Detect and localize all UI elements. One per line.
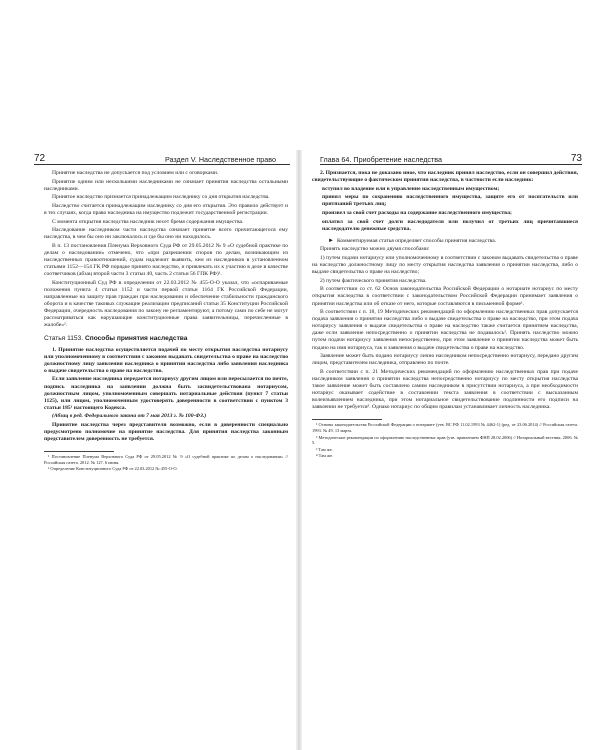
article-list-item: произвел за свой счет расходы на содержание наследственного имущества; xyxy=(322,209,512,216)
right-footnotes xyxy=(312,422,578,458)
comment-paragraph: В соответствии с п. 21 Методических рекомендаций по оформлению наследственных прав при подаче наследником заявления о принятии наследства непосредственно нотариусу по месту открытия наследства такое заявление может быть составлено самим наследником в присутствии нотариуса, а при необходимости нотариус оказывает содействие в составлении текста заявления в соответствии с высказанным волеизъявлением наследника, при этом нотариальное свидетельствование подлинности его подписи на заявлении не требуется³. Однако нотариус по общим правилам устанавливает личность наследника. xyxy=(312,368,578,411)
footnote: ² Методические рекомендации по оформлению наследственных прав (утв. правлением ФНП 28.02.2006) // Нотариальный вестник. 2006. № 5. xyxy=(312,434,578,446)
paragraph: Принятое наследство признается принадлежащим наследнику со дня открытия наследства. xyxy=(52,194,270,201)
footnote: ¹ Основы законодательства Российской Федерации о нотариате (утв. ВС РФ 11.02.1993 № 4462-1) (ред. от 23.06.2014) // Российская газета. 1993. № 49. 13 марта. xyxy=(312,422,578,434)
footnote: ⁴ Там же. xyxy=(316,452,334,458)
article-heading xyxy=(44,335,288,342)
article-paragraph: Если заявление наследника передается нотариусу другим лицом или пересылается по почте, подпись наследника на заявлении должна быть засвидетельствована нотариусом, должностным лицом, уполномоченным совершать нотариальные действия (пункт 7 статьи 1125), или лицом, уполномоченным удостоверять доверенности в соответствии с пунктом 3 статьи 185¹ настоящего Кодекса. xyxy=(44,376,288,411)
left-running-head: Раздел V. Наследственное право xyxy=(164,155,276,164)
right-page-header xyxy=(320,150,582,165)
paragraph: Принятие одним или несколькими наследниками не означает принятия наследства остальными наследниками. xyxy=(44,178,288,192)
book-gutter xyxy=(296,150,302,750)
article-list-item: оплатил за свой счет долги наследодателя или получил от третьих лиц причитавшиеся наследодателю денежные средства. xyxy=(322,218,578,232)
article-list-item: вступил во владение или в управление наследственным имуществом; xyxy=(322,185,500,192)
comment-text: Комментируемая статья определяет способы принятия наследства. xyxy=(336,237,497,244)
amendment-note: (Абзац в ред. Федерального закона от 7 мая 2013 г. № 100-ФЗ.) xyxy=(52,413,207,420)
right-page-number: 73 xyxy=(570,153,582,164)
footnote: ¹ Постановление Пленума Верховного Суда РФ от 29.05.2012 № 9 «О судебной практике по делам о наследовании» // Российская газета. 2012. № 127. 6 июня. xyxy=(44,454,288,466)
comment-marker-icon: ► xyxy=(328,237,334,244)
comment-paragraph: 1) путем подачи нотариусу или уполномоченному в соответствии с законом выдавать свидетельства о праве на наследство должностному лицу по месту открытия наследства заявления о принятии наследства, либо о выдаче свидетельства о праве на наследство; xyxy=(312,254,578,276)
footnote-divider xyxy=(44,451,114,452)
paragraph: Наследство считается принадлежащим наследнику со дня его открытия. Это правило действует и в тех случаях, когда право наследника на имущество подлежит государственной регистрации. xyxy=(44,202,288,216)
article-list-item: принял меры по сохранению наследственного имущества, защите его от посягательств или притязаний третьих лиц; xyxy=(322,194,578,208)
left-footnotes xyxy=(44,454,288,472)
left-page xyxy=(14,170,292,730)
footnote: ² Определение Конституционного Суда РФ от 22.03.2012 № 455-О-О. xyxy=(48,466,178,472)
paragraph: Наследование наследником части наследства означает принятие всего причитающегося ему наследства, в чем бы оно ни заключалось и где бы оно ни находилось. xyxy=(44,227,288,241)
article-paragraph: Принятие наследства через представителя возможно, если в доверенности специально предусмотрено полномочие на принятие наследства. Для принятия наследства законным представителем доверенность не требуется. xyxy=(44,422,288,443)
comment-paragraph xyxy=(312,238,578,245)
left-page-header xyxy=(34,150,290,165)
article-label: Статья 1153. xyxy=(44,335,84,343)
right-page-body xyxy=(312,170,578,459)
comment-paragraph: Заявление может быть подано нотариусу лично наследником непосредственно нотариусу, передано другим лицом, представителем наследника, отправлено по почте. xyxy=(312,353,578,367)
right-running-head: Глава 64. Приобретение наследства xyxy=(320,155,443,164)
right-page xyxy=(306,170,592,730)
left-page-number: 72 xyxy=(34,153,46,164)
comment-paragraph: Принять наследство можно двумя способами: xyxy=(320,246,430,253)
left-page-body xyxy=(44,170,288,472)
comment-paragraph: 2) путем фактического принятия наследства. xyxy=(320,277,427,284)
footnote: ³ Там же. xyxy=(316,446,333,452)
article-paragraph: 2. Признается, пока не доказано иное, что наследник принял наследство, если он совершил действия, свидетельствующие о фактическом принятии наследства, в частности если наследник: xyxy=(312,170,578,184)
article-title: Способы принятия наследства xyxy=(84,335,188,343)
paragraph: С момента открытия наследства наследник несет бремя содержания имущества. xyxy=(52,218,244,225)
article-paragraph: 1. Принятие наследства осуществляется подачей по месту открытия наследства нотариусу или уполномоченному в соответствии с законом выдавать свидетельства о праве на наследство должностному лицу заявления наследника о принятии наследства либо заявления наследника о выдаче свидетельства о праве на наследство. xyxy=(44,346,288,374)
comment-paragraph: В соответствии с п. 18, 19 Методических рекомендаций по оформлению наследственных прав допускается подача заявления о принятии наследства либо о выдаче свидетельства о праве на наследство, при этом подача нотариусу заявления о выдаче свидетельства о праве на наследство также считается принятием наследства, даже если заявление непосредственно о принятии наследства не подавалось². Принять наследство можно путем подачи нотариусу заявления непосредственно, при этом заявление о принятии наследства может быть подано на имя нотариуса, так и заявления о выдаче свидетельства о праве на наследство. xyxy=(312,309,578,351)
paragraph: Конституционный Суд РФ в определении от 22.03.2012 № 455-О-О указал, что «оспариваемые положения пункта 4 статьи 1152 и части первой статьи 1164 ГК Российской Федерации, направленные на защиту прав граждан при наследовании и обеспечение стабильности гражданского оборота и в качестве таковых служащие реализации предписаний статьи 35 Конституции Российской Федерации, очередность наследования по закону не регламентируют, а потому сами по себе не могут рассматриваться как нарушающие конституционные права заявительницы, перечисленные в жалобе»². xyxy=(44,279,288,329)
paragraph: Принятие наследства не допускается под условием или с оговорками. xyxy=(52,170,219,176)
comment-paragraph: В соответствии со ст. 62 Основ законодательства Российской Федерации о нотариате нотариус по месту открытия наследства в соответствии с законодательством Российской Федерации принимает заявления о принятии наследства или об отказе от него, которые составляются в письменной форме¹. xyxy=(312,286,578,307)
footnote-divider xyxy=(312,419,382,420)
paragraph: В п. 13 постановления Пленума Верховного Суда РФ от 29.05.2012 № 9 «О судебной практике по делам о наследовании» отмечено, что «при разрешении споров по делам, возникающим из наследственных правоотношений, судам надлежит выявить, кем из наследников в установленном статьями 1152—154 ГК РФ порядке принято наследство, и привлекать их к участию в деле в качестве соответчиков (абзац второй части 3 статьи 40, часть 2 статьи 56 ГПК РФ)¹. xyxy=(44,242,288,278)
